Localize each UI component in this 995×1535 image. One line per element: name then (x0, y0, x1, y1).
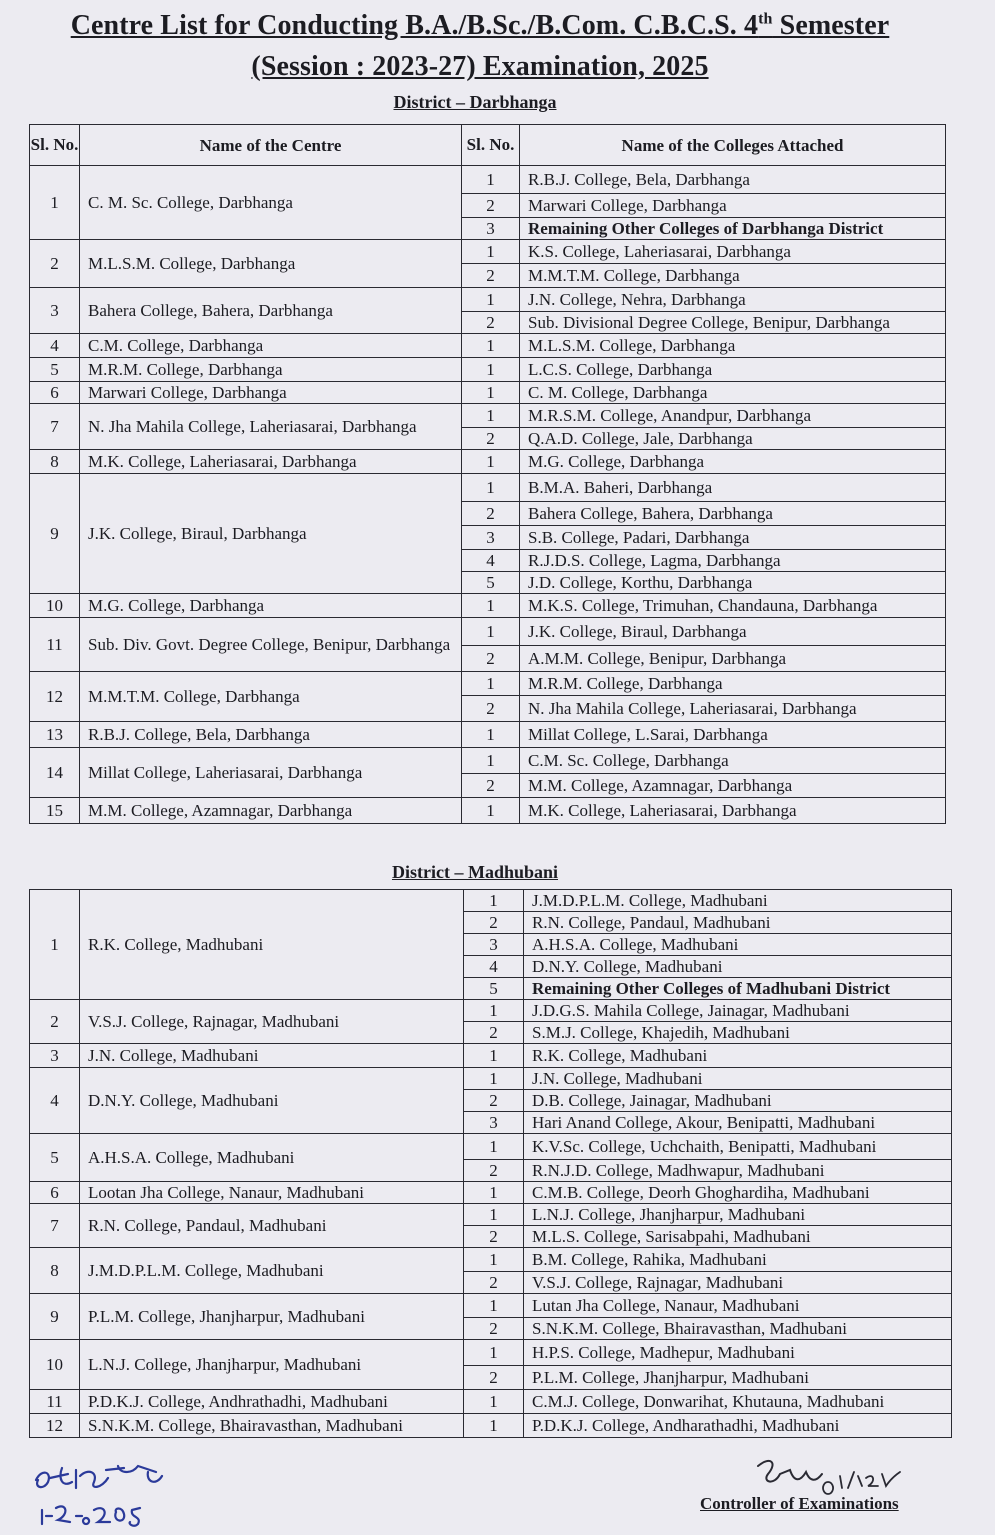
college-sl-no: 1 (462, 594, 520, 618)
centre-name: D.N.Y. College, Madhubani (80, 1068, 464, 1134)
college-sl-no: 1 (464, 1000, 524, 1022)
header-sl: Sl. No. (30, 125, 80, 166)
college-sl-no: 1 (464, 1340, 524, 1366)
district-heading-darbhanga: District – Darbhanga (393, 92, 557, 112)
table-row (30, 594, 946, 618)
college-sl-no: 1 (464, 1044, 524, 1068)
attached-college-name: M.M. College, Azamnagar, Darbhanga (520, 774, 946, 798)
attached-college-name: J.K. College, Biraul, Darbhanga (520, 618, 946, 646)
table-row (30, 382, 946, 404)
centre-sl-no: 11 (30, 1390, 80, 1414)
attached-college-name: M.K.S. College, Trimuhan, Chandauna, Darbhanga (520, 594, 946, 618)
centre-name: P.L.M. College, Jhanjharpur, Madhubani (80, 1294, 464, 1340)
header-sl2: Sl. No. (462, 125, 520, 166)
college-sl-no: 4 (464, 956, 524, 978)
attached-college-name: M.L.S. College, Sarisabpahi, Madhubani (524, 1226, 952, 1248)
attached-college-name: Lutan Jha College, Nanaur, Madhubani (524, 1294, 952, 1318)
centre-sl-no: 1 (30, 890, 80, 1000)
college-sl-no: 2 (462, 502, 520, 526)
centre-sl-no: 9 (30, 1294, 80, 1340)
table-row (30, 288, 946, 312)
table-row (30, 1134, 952, 1160)
centre-name: L.N.J. College, Jhanjharpur, Madhubani (80, 1340, 464, 1390)
college-sl-no: 2 (464, 1272, 524, 1294)
table-row (30, 1182, 952, 1204)
attached-college-name: B.M.A. Baheri, Darbhanga (520, 474, 946, 502)
college-sl-no: 1 (462, 358, 520, 382)
darbhanga-table-body (30, 125, 946, 824)
college-sl-no: 2 (464, 1022, 524, 1044)
college-sl-no: 1 (462, 288, 520, 312)
college-sl-no: 3 (464, 934, 524, 956)
centre-sl-no: 7 (30, 1204, 80, 1248)
table-row (30, 358, 946, 382)
centre-name: J.K. College, Biraul, Darbhanga (80, 474, 462, 594)
college-sl-no: 1 (462, 798, 520, 824)
college-sl-no: 1 (462, 722, 520, 748)
madhubani-centre-table (29, 889, 952, 1438)
centre-name: M.K. College, Laheriasarai, Darbhanga (80, 450, 462, 474)
college-sl-no: 2 (462, 646, 520, 672)
table-row (30, 450, 946, 474)
college-sl-no: 2 (462, 696, 520, 722)
table-header-row (30, 125, 946, 166)
attached-college-name: R.K. College, Madhubani (524, 1044, 952, 1068)
college-sl-no: 2 (462, 264, 520, 288)
attached-college-name: K.S. College, Laheriasarai, Darbhanga (520, 240, 946, 264)
header-colleges: Name of the Colleges Attached (520, 125, 946, 166)
attached-college-name: M.L.S.M. College, Darbhanga (520, 334, 946, 358)
college-sl-no: 1 (464, 1248, 524, 1272)
centre-sl-no: 13 (30, 722, 80, 748)
centre-name: C. M. Sc. College, Darbhanga (80, 166, 462, 240)
table-row (30, 474, 946, 502)
college-sl-no: 2 (464, 1318, 524, 1340)
college-sl-no: 1 (462, 166, 520, 194)
attached-college-name: H.P.S. College, Madhepur, Madhubani (524, 1340, 952, 1366)
centre-name: Millat College, Laheriasarai, Darbhanga (80, 748, 462, 798)
table-row (30, 1414, 952, 1438)
college-sl-no: 2 (464, 1090, 524, 1112)
centre-name: Marwari College, Darbhanga (80, 382, 462, 404)
college-sl-no: 2 (462, 312, 520, 334)
page-title-line1 (0, 10, 960, 42)
college-sl-no: 1 (462, 240, 520, 264)
centre-sl-no: 11 (30, 618, 80, 672)
attached-college-name: P.D.K.J. College, Andharathadhi, Madhubani (524, 1414, 952, 1438)
attached-college-name: P.L.M. College, Jhanjharpur, Madhubani (524, 1366, 952, 1390)
table-row (30, 722, 946, 748)
attached-college-name: C.M.B. College, Deorh Ghoghardiha, Madhubani (524, 1182, 952, 1204)
attached-college-name: L.C.S. College, Darbhanga (520, 358, 946, 382)
attached-college-name: B.M. College, Rahika, Madhubani (524, 1248, 952, 1272)
madhubani-table-body (30, 890, 952, 1438)
college-sl-no: 5 (464, 978, 524, 1000)
college-sl-no: 1 (462, 382, 520, 404)
centre-name: J.N. College, Madhubani (80, 1044, 464, 1068)
attached-college-name: M.K. College, Laheriasarai, Darbhanga (520, 798, 946, 824)
table-row (30, 1390, 952, 1414)
centre-sl-no: 2 (30, 240, 80, 288)
attached-college-name: D.N.Y. College, Madhubani (524, 956, 952, 978)
table-row (30, 1068, 952, 1090)
attached-college-name: L.N.J. College, Jhanjharpur, Madhubani (524, 1204, 952, 1226)
attached-college-name: J.M.D.P.L.M. College, Madhubani (524, 890, 952, 912)
attached-college-name: R.N.J.D. College, Madhwapur, Madhubani (524, 1160, 952, 1182)
table-row (30, 334, 946, 358)
college-sl-no: 1 (462, 450, 520, 474)
centre-name: M.M.T.M. College, Darbhanga (80, 672, 462, 722)
college-sl-no: 3 (462, 526, 520, 550)
header-centre: Name of the Centre (80, 125, 462, 166)
attached-college-name: R.B.J. College, Bela, Darbhanga (520, 166, 946, 194)
attached-college-name: S.N.K.M. College, Bhairavasthan, Madhubani (524, 1318, 952, 1340)
table-row (30, 672, 946, 696)
table-row (30, 1000, 952, 1022)
centre-sl-no: 10 (30, 1340, 80, 1390)
centre-sl-no: 12 (30, 1414, 80, 1438)
centre-name: S.N.K.M. College, Bhairavasthan, Madhubani (80, 1414, 464, 1438)
attached-college-name: J.D.G.S. Mahila College, Jainagar, Madhubani (524, 1000, 952, 1022)
attached-college-name: A.H.S.A. College, Madhubani (524, 934, 952, 956)
college-sl-no: 3 (462, 218, 520, 240)
centre-name: V.S.J. College, Rajnagar, Madhubani (80, 1000, 464, 1044)
attached-college-name: M.R.M. College, Darbhanga (520, 672, 946, 696)
college-sl-no: 2 (464, 1366, 524, 1390)
centre-sl-no: 2 (30, 1000, 80, 1044)
college-sl-no: 1 (464, 1134, 524, 1160)
handwritten-signature-right (750, 1452, 910, 1500)
attached-college-name: Bahera College, Bahera, Darbhanga (520, 502, 946, 526)
attached-college-name: D.B. College, Jainagar, Madhubani (524, 1090, 952, 1112)
attached-college-name: Millat College, L.Sarai, Darbhanga (520, 722, 946, 748)
centre-name: M.R.M. College, Darbhanga (80, 358, 462, 382)
controller-of-examinations: Controller of Examinations (700, 1494, 899, 1513)
centre-sl-no: 6 (30, 382, 80, 404)
table-row (30, 166, 946, 194)
college-sl-no: 2 (464, 912, 524, 934)
attached-college-name: C.M.J. College, Donwarihat, Khutauna, Madhubani (524, 1390, 952, 1414)
centre-name: R.K. College, Madhubani (80, 890, 464, 1000)
attached-college-name: C. M. College, Darbhanga (520, 382, 946, 404)
table-row (30, 1340, 952, 1366)
centre-sl-no: 5 (30, 1134, 80, 1182)
attached-college-name: J.N. College, Nehra, Darbhanga (520, 288, 946, 312)
darbhanga-centre-table (29, 124, 946, 824)
centre-name: R.N. College, Pandaul, Madhubani (80, 1204, 464, 1248)
college-sl-no: 3 (464, 1112, 524, 1134)
college-sl-no: 2 (462, 774, 520, 798)
attached-college-name: V.S.J. College, Rajnagar, Madhubani (524, 1272, 952, 1294)
attached-college-name: Sub. Divisional Degree College, Benipur, Darbhanga (520, 312, 946, 334)
college-sl-no: 5 (462, 572, 520, 594)
centre-sl-no: 1 (30, 166, 80, 240)
attached-college-name: J.N. College, Madhubani (524, 1068, 952, 1090)
centre-sl-no: 10 (30, 594, 80, 618)
attached-college-name: Remaining Other Colleges of Madhubani District (524, 978, 952, 1000)
table-row (30, 240, 946, 264)
centre-name: R.B.J. College, Bela, Darbhanga (80, 722, 462, 748)
attached-college-name: M.G. College, Darbhanga (520, 450, 946, 474)
college-sl-no: 1 (462, 404, 520, 428)
centre-sl-no: 15 (30, 798, 80, 824)
table-row (30, 1294, 952, 1318)
attached-college-name: N. Jha Mahila College, Laheriasarai, Darbhanga (520, 696, 946, 722)
college-sl-no: 1 (464, 1294, 524, 1318)
attached-college-name: M.R.S.M. College, Anandpur, Darbhanga (520, 404, 946, 428)
college-sl-no: 2 (462, 428, 520, 450)
college-sl-no: 1 (462, 748, 520, 774)
centre-sl-no: 3 (30, 288, 80, 334)
attached-college-name: C.M. Sc. College, Darbhanga (520, 748, 946, 774)
college-sl-no: 1 (462, 474, 520, 502)
centre-name: Lootan Jha College, Nanaur, Madhubani (80, 1182, 464, 1204)
centre-sl-no: 5 (30, 358, 80, 382)
centre-sl-no: 4 (30, 334, 80, 358)
centre-sl-no: 4 (30, 1068, 80, 1134)
college-sl-no: 4 (462, 550, 520, 572)
attached-college-name: Q.A.D. College, Jale, Darbhanga (520, 428, 946, 450)
college-sl-no: 1 (462, 334, 520, 358)
table-row (30, 798, 946, 824)
college-sl-no: 1 (462, 672, 520, 696)
attached-college-name: M.M.T.M. College, Darbhanga (520, 264, 946, 288)
college-sl-no: 2 (462, 194, 520, 218)
centre-sl-no: 9 (30, 474, 80, 594)
attached-college-name: J.D. College, Korthu, Darbhanga (520, 572, 946, 594)
attached-college-name: K.V.Sc. College, Uchchaith, Benipatti, Madhubani (524, 1134, 952, 1160)
centre-sl-no: 14 (30, 748, 80, 798)
centre-name: Sub. Div. Govt. Degree College, Benipur, Darbhanga (80, 618, 462, 672)
table-row (30, 1248, 952, 1272)
centre-name: C.M. College, Darbhanga (80, 334, 462, 358)
district-heading-madhubani: District – Madhubani (391, 862, 559, 882)
college-sl-no: 1 (464, 1414, 524, 1438)
college-sl-no: 1 (464, 1182, 524, 1204)
page-title-line2: (Session : 2023-27) Examination, 2025 (251, 51, 709, 82)
handwritten-signature-left (28, 1458, 168, 1530)
college-sl-no: 2 (464, 1160, 524, 1182)
centre-name: A.H.S.A. College, Madhubani (80, 1134, 464, 1182)
title-end: Semester (772, 10, 890, 41)
college-sl-no: 2 (464, 1226, 524, 1248)
college-sl-no: 1 (464, 1204, 524, 1226)
centre-name: J.M.D.P.L.M. College, Madhubani (80, 1248, 464, 1294)
attached-college-name: R.N. College, Pandaul, Madhubani (524, 912, 952, 934)
attached-college-name: A.M.M. College, Benipur, Darbhanga (520, 646, 946, 672)
attached-college-name: S.B. College, Padari, Darbhanga (520, 526, 946, 550)
table-row (30, 618, 946, 646)
centre-name: M.G. College, Darbhanga (80, 594, 462, 618)
centre-name: N. Jha Mahila College, Laheriasarai, Darbhanga (80, 404, 462, 450)
centre-name: M.M. College, Azamnagar, Darbhanga (80, 798, 462, 824)
attached-college-name: Remaining Other Colleges of Darbhanga District (520, 218, 946, 240)
centre-name: P.D.K.J. College, Andhrathadhi, Madhubani (80, 1390, 464, 1414)
centre-sl-no: 12 (30, 672, 80, 722)
attached-college-name: R.J.D.S. College, Lagma, Darbhanga (520, 550, 946, 572)
centre-sl-no: 7 (30, 404, 80, 450)
table-row (30, 890, 952, 912)
attached-college-name: Hari Anand College, Akour, Benipatti, Madhubani (524, 1112, 952, 1134)
table-row (30, 748, 946, 774)
college-sl-no: 1 (464, 1390, 524, 1414)
centre-name: M.L.S.M. College, Darbhanga (80, 240, 462, 288)
college-sl-no: 1 (462, 618, 520, 646)
table-row (30, 1204, 952, 1226)
attached-college-name: S.M.J. College, Khajedih, Madhubani (524, 1022, 952, 1044)
college-sl-no: 1 (464, 1068, 524, 1090)
table-row (30, 404, 946, 428)
table-row (30, 1044, 952, 1068)
college-sl-no: 1 (464, 890, 524, 912)
centre-sl-no: 8 (30, 1248, 80, 1294)
title-main: Centre List for Conducting B.A./B.Sc./B.Com. C.B.C.S. 4 (70, 10, 759, 41)
centre-sl-no: 6 (30, 1182, 80, 1204)
title-sup: th (758, 10, 773, 28)
centre-sl-no: 3 (30, 1044, 80, 1068)
centre-sl-no: 8 (30, 450, 80, 474)
attached-college-name: Marwari College, Darbhanga (520, 194, 946, 218)
centre-name: Bahera College, Bahera, Darbhanga (80, 288, 462, 334)
